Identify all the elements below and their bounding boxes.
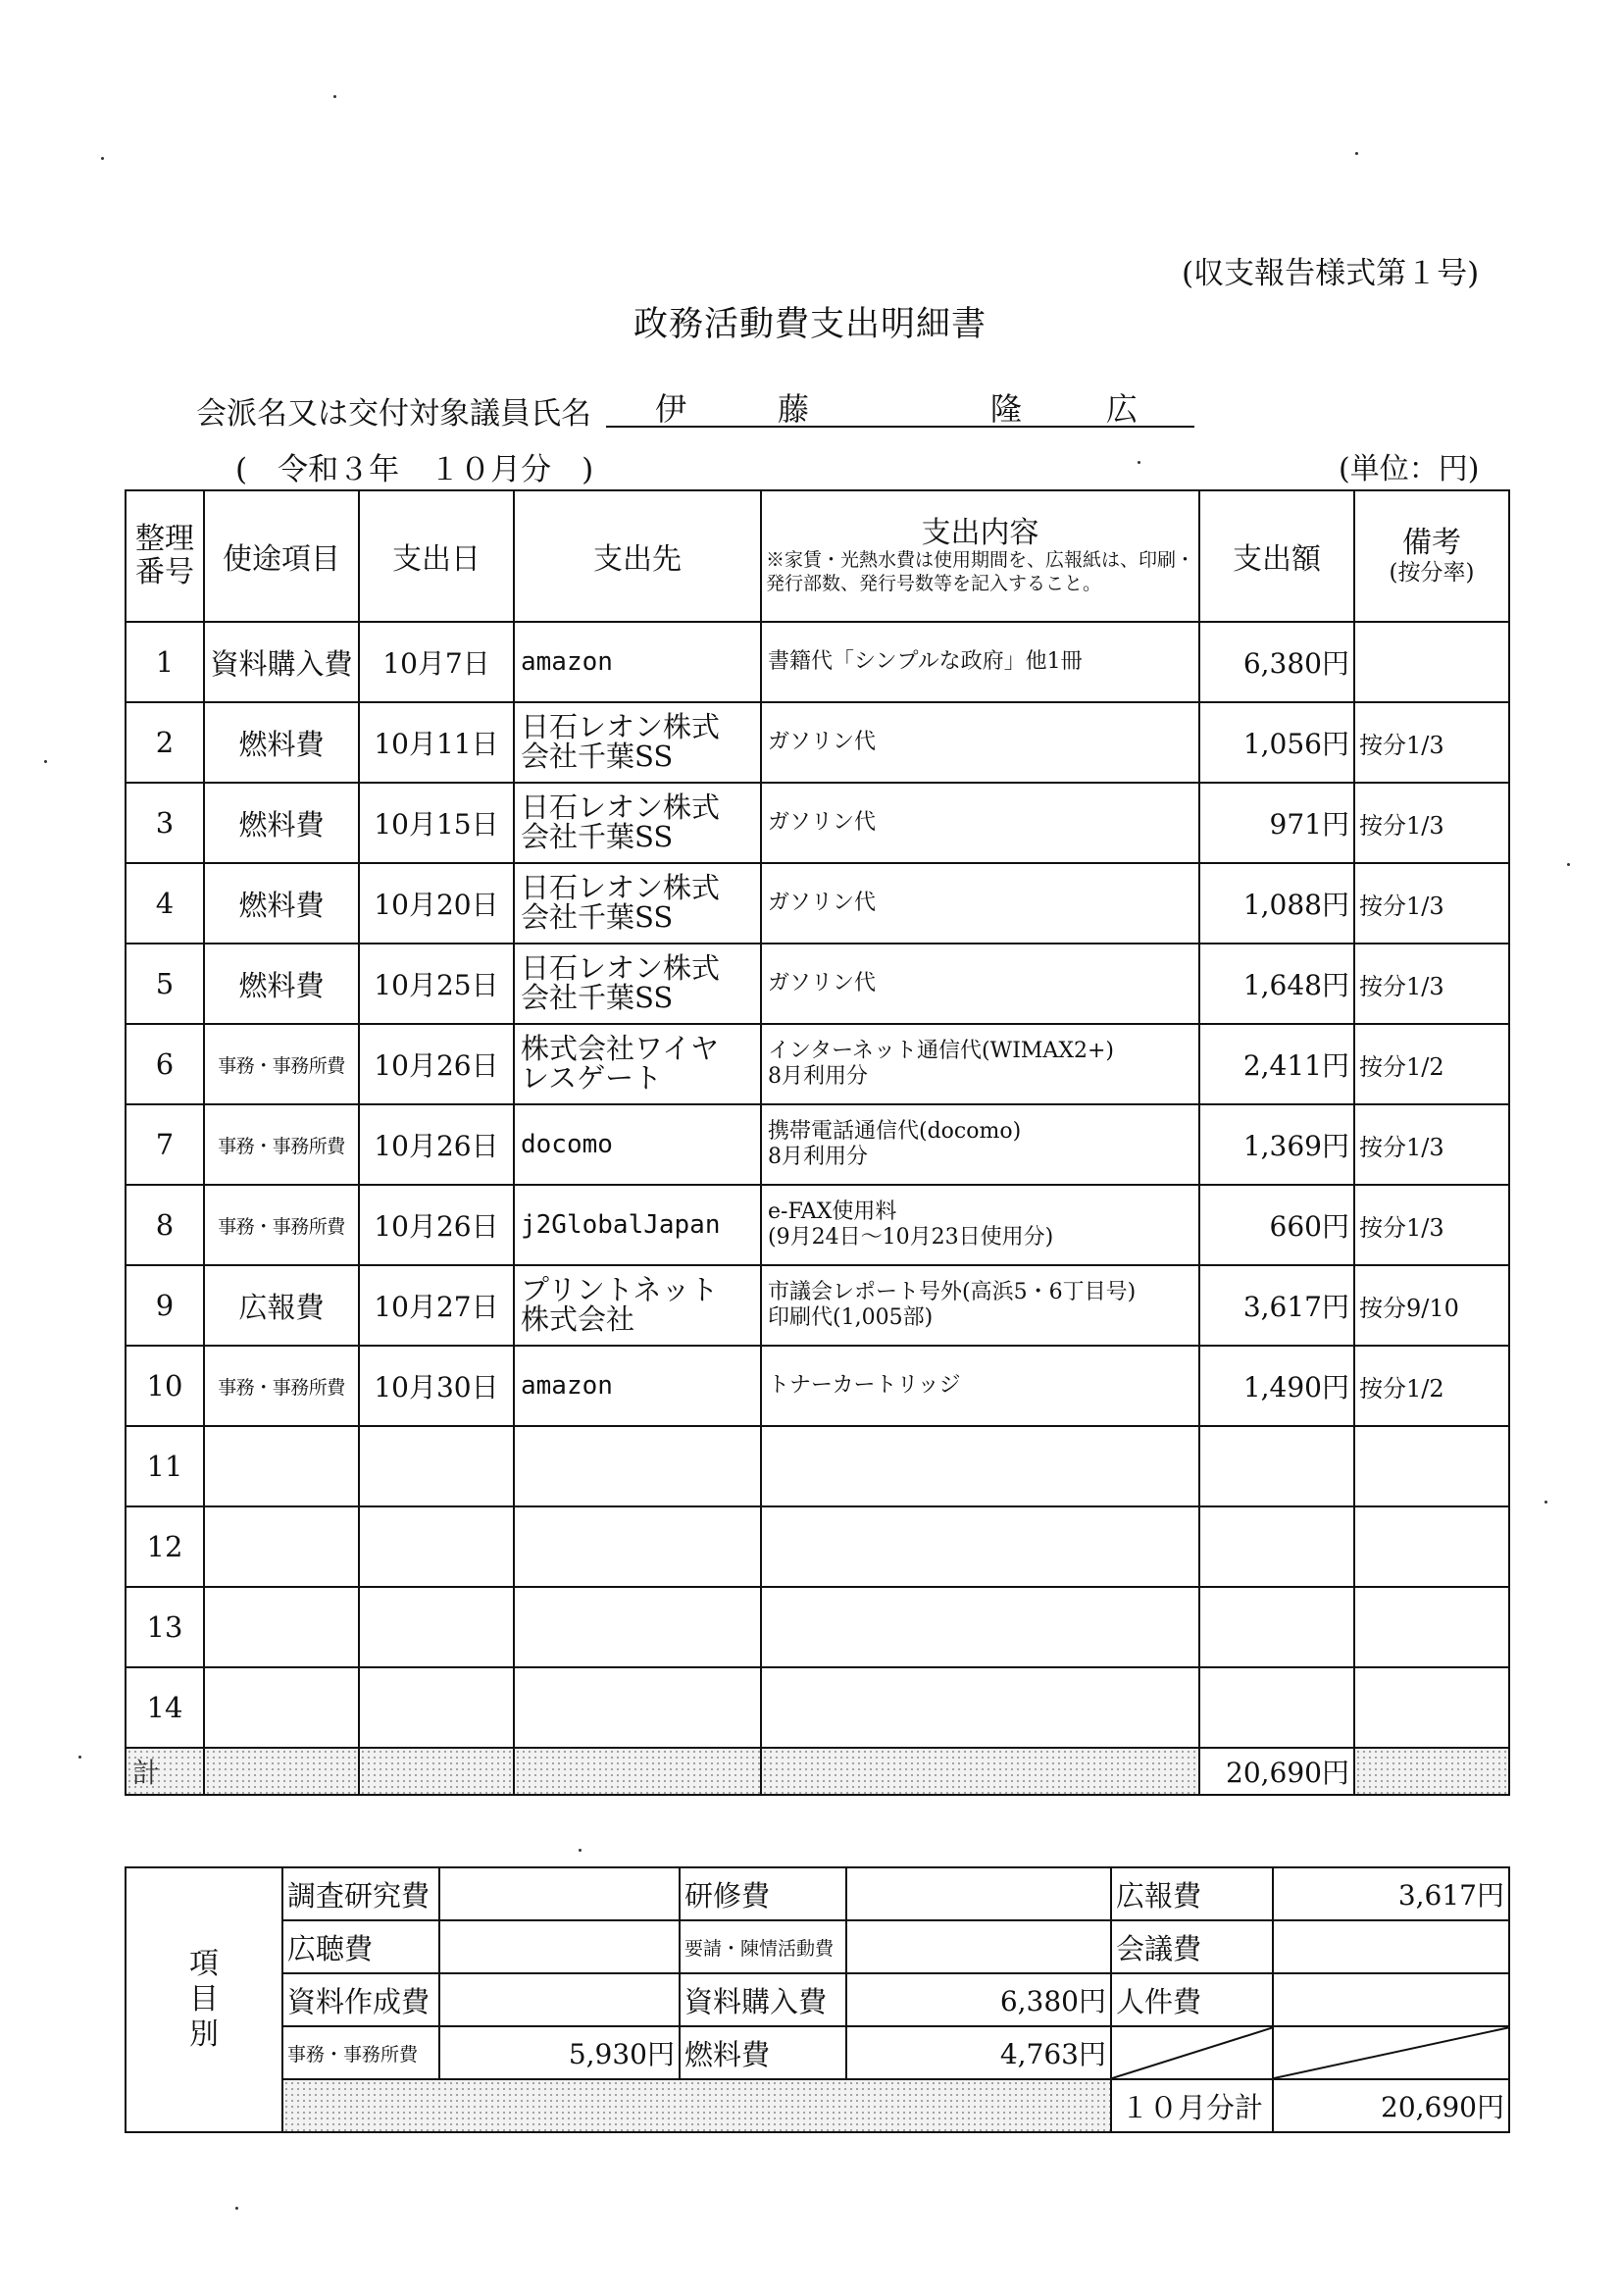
row-payee	[514, 1104, 761, 1185]
header-no	[126, 490, 204, 622]
row-purpose	[204, 1667, 359, 1748]
row-remarks: 按分1/3	[1354, 863, 1509, 944]
row-content-line: 8月利用分	[768, 1145, 868, 1169]
row-content	[761, 944, 1199, 1024]
summary-value	[1273, 1920, 1509, 1973]
row-number: 9	[126, 1265, 204, 1346]
row-payee-line: 会社千葉SS	[521, 900, 674, 934]
row-purpose: 燃料費	[204, 783, 359, 863]
row-number: 7	[126, 1104, 204, 1185]
summary-value	[439, 1973, 680, 2026]
row-number: 10	[126, 1346, 204, 1426]
summary-heading	[126, 1867, 282, 2132]
crossed-out-cell	[1111, 2026, 1273, 2079]
row-amount: 1,369円	[1199, 1104, 1354, 1185]
row-payee-line: プリントネット	[521, 1273, 719, 1307]
table-row	[126, 622, 1509, 702]
row-number: 3	[126, 783, 204, 863]
row-purpose: 燃料費	[204, 702, 359, 783]
row-purpose: 燃料費	[204, 863, 359, 944]
row-number: 14	[126, 1667, 204, 1748]
summary-row	[126, 2026, 1509, 2079]
row-content	[761, 1346, 1199, 1426]
row-payee	[514, 1346, 761, 1426]
summary-label: 調査研究費	[282, 1867, 439, 1920]
header-remarks-title: 備考	[1402, 525, 1461, 560]
total-label: 計	[126, 1748, 204, 1795]
table-row	[126, 1667, 1509, 1748]
table-row	[126, 944, 1509, 1024]
document-title: 政務活動費支出明細書	[633, 305, 987, 344]
diagonal-slash	[1274, 2027, 1509, 2078]
row-date	[359, 1426, 514, 1506]
scan-speck	[333, 95, 336, 98]
scan-speck	[1567, 863, 1570, 866]
scan-speck	[1355, 152, 1358, 155]
row-content	[761, 702, 1199, 783]
row-payee	[514, 622, 761, 702]
header-payee: 支出先	[514, 490, 761, 622]
row-number: 6	[126, 1024, 204, 1104]
member-name-char: 広	[1106, 390, 1139, 428]
row-date: 10月15日	[359, 783, 514, 863]
summary-value	[1273, 1973, 1509, 2026]
summary-row	[126, 1973, 1509, 2026]
summary-value	[846, 1867, 1111, 1920]
row-content-line: ガソリン代	[768, 729, 877, 754]
header-no-line: 整理	[135, 521, 194, 556]
row-remarks: 按分1/3	[1354, 1104, 1509, 1185]
row-content-line: 8月利用分	[768, 1064, 868, 1089]
row-content	[761, 1667, 1199, 1748]
summary-label: 会議費	[1111, 1920, 1273, 1973]
row-date: 10月26日	[359, 1104, 514, 1185]
row-remarks	[1354, 1506, 1509, 1587]
summary-value: 4,763円	[846, 2026, 1111, 2079]
row-number: 8	[126, 1185, 204, 1265]
row-amount	[1199, 1587, 1354, 1667]
diagonal-slash	[1112, 2027, 1273, 2078]
summary-label: 要請・陳情活動費	[680, 1920, 846, 1973]
member-label: 会派名又は交付対象議員氏名	[196, 396, 591, 432]
row-content-line: ガソリン代	[768, 809, 877, 835]
header-date: 支出日	[359, 490, 514, 622]
unit-label: (単位：円)	[1339, 452, 1480, 486]
row-content-line: 書籍代「シンプルな政府」他1冊	[768, 648, 1083, 674]
summary-value	[846, 1920, 1111, 1973]
row-number: 1	[126, 622, 204, 702]
row-number: 13	[126, 1587, 204, 1667]
summary-label: 広報費	[1111, 1867, 1273, 1920]
summary-row	[126, 1920, 1509, 1973]
row-content-line: ガソリン代	[768, 970, 877, 995]
total-row	[126, 1748, 1509, 1795]
row-content-line: (9月24日～10月23日使用分)	[768, 1225, 1054, 1250]
summary-label: 資料購入費	[680, 1973, 846, 2026]
header-remarks-sub: (按分率)	[1389, 560, 1475, 587]
summary-value	[439, 1920, 680, 1973]
row-purpose: 事務・事務所費	[204, 1346, 359, 1426]
row-payee	[514, 863, 761, 944]
stippled-cell	[761, 1748, 1199, 1795]
table-body	[126, 622, 1509, 1748]
scan-speck	[1138, 461, 1140, 464]
member-name-char: 隆	[990, 390, 1023, 428]
row-purpose	[204, 1426, 359, 1506]
row-content-line: e-FAX使用料	[768, 1199, 897, 1224]
row-date: 10月30日	[359, 1346, 514, 1426]
row-content	[761, 1185, 1199, 1265]
row-payee-line: 会社千葉SS	[521, 740, 674, 773]
row-remarks: 按分1/2	[1354, 1024, 1509, 1104]
summary-value: 5,930円	[439, 2026, 680, 2079]
row-amount: 3,617円	[1199, 1265, 1354, 1346]
scan-speck	[44, 760, 47, 763]
row-number: 5	[126, 944, 204, 1024]
row-date: 10月26日	[359, 1024, 514, 1104]
scan-speck	[235, 2207, 238, 2210]
summary-value	[439, 1867, 680, 1920]
header-amount: 支出額	[1199, 490, 1354, 622]
row-content-line: トナーカートリッジ	[768, 1372, 961, 1398]
row-payee-line: 株式会社ワイヤ	[521, 1032, 720, 1066]
row-content	[761, 863, 1199, 944]
row-remarks: 按分1/3	[1354, 1185, 1509, 1265]
row-date	[359, 1587, 514, 1667]
summary-label: 燃料費	[680, 2026, 846, 2079]
row-payee-line: j2GlobalJapan	[521, 1209, 721, 1240]
row-payee-line: レスゲート	[521, 1061, 663, 1095]
row-purpose: 事務・事務所費	[204, 1185, 359, 1265]
report-period: ( 令和３年 １０月分 )	[235, 452, 594, 487]
row-date	[359, 1667, 514, 1748]
row-number: 11	[126, 1426, 204, 1506]
row-amount	[1199, 1426, 1354, 1506]
summary-total-row	[126, 2079, 1509, 2132]
row-date: 10月27日	[359, 1265, 514, 1346]
scan-speck	[1544, 1501, 1547, 1504]
row-payee	[514, 1667, 761, 1748]
table-row	[126, 1104, 1509, 1185]
row-purpose	[204, 1587, 359, 1667]
row-payee	[514, 1024, 761, 1104]
row-amount: 1,490円	[1199, 1346, 1354, 1426]
row-payee	[514, 783, 761, 863]
row-amount: 2,411円	[1199, 1024, 1354, 1104]
row-payee	[514, 1185, 761, 1265]
table-row	[126, 1587, 1509, 1667]
category-summary-table	[125, 1866, 1510, 2133]
stippled-cell	[204, 1748, 359, 1795]
row-payee-line: 会社千葉SS	[521, 820, 674, 853]
stippled-cell	[1354, 1748, 1509, 1795]
row-content	[761, 1265, 1199, 1346]
stippled-cell	[282, 2079, 1111, 2132]
row-date: 10月25日	[359, 944, 514, 1024]
row-remarks	[1354, 1667, 1509, 1748]
row-payee	[514, 944, 761, 1024]
row-content-line: 携帯電話通信代(docomo)	[768, 1118, 1022, 1144]
row-amount: 660円	[1199, 1185, 1354, 1265]
row-amount	[1199, 1506, 1354, 1587]
row-payee-line: 株式会社	[521, 1302, 635, 1336]
row-purpose: 事務・事務所費	[204, 1024, 359, 1104]
header-remarks	[1354, 490, 1509, 622]
summary-heading-char: 目	[189, 1982, 219, 2016]
expense-detail-table	[125, 489, 1510, 1796]
table-row	[126, 702, 1509, 783]
summary-label: 人件費	[1111, 1973, 1273, 2026]
row-content	[761, 1024, 1199, 1104]
row-payee-line: amazon	[521, 1370, 613, 1401]
row-payee	[514, 1506, 761, 1587]
member-name-char: 藤	[778, 390, 810, 428]
row-date: 10月20日	[359, 863, 514, 944]
row-content-line: 市議会レポート号外(高浜5・6丁目号)	[768, 1279, 1137, 1304]
summary-heading-char: 項	[189, 1947, 219, 1981]
row-purpose: 事務・事務所費	[204, 1104, 359, 1185]
row-remarks: 按分1/3	[1354, 944, 1509, 1024]
row-payee	[514, 1587, 761, 1667]
row-payee-line: 会社千葉SS	[521, 981, 674, 1014]
row-content	[761, 1104, 1199, 1185]
summary-label: 資料作成費	[282, 1973, 439, 2026]
month-total-label: １０月分計	[1111, 2079, 1273, 2132]
row-content	[761, 1587, 1199, 1667]
row-purpose: 燃料費	[204, 944, 359, 1024]
summary-value: 3,617円	[1273, 1867, 1509, 1920]
row-content	[761, 1426, 1199, 1506]
summary-heading-char: 別	[189, 2017, 219, 2052]
summary-label: 事務・事務所費	[282, 2026, 439, 2079]
stippled-cell	[514, 1748, 761, 1795]
scan-speck	[101, 157, 104, 160]
summary-label: 研修費	[680, 1867, 846, 1920]
stippled-cell	[359, 1748, 514, 1795]
header-purpose: 使途項目	[204, 490, 359, 622]
table-row	[126, 783, 1509, 863]
row-number: 12	[126, 1506, 204, 1587]
row-remarks: 按分9/10	[1354, 1265, 1509, 1346]
row-payee	[514, 702, 761, 783]
row-date	[359, 1506, 514, 1587]
row-amount: 971円	[1199, 783, 1354, 863]
table-header-row	[126, 490, 1509, 622]
row-purpose	[204, 1506, 359, 1587]
scan-speck	[78, 1756, 81, 1759]
row-payee-line: amazon	[521, 646, 613, 677]
row-payee-line: 日石レオン株式	[521, 791, 721, 825]
row-purpose: 広報費	[204, 1265, 359, 1346]
row-payee	[514, 1426, 761, 1506]
table-row	[126, 1185, 1509, 1265]
member-name-field	[606, 384, 1194, 428]
row-date: 10月11日	[359, 702, 514, 783]
row-content	[761, 783, 1199, 863]
row-payee	[514, 1265, 761, 1346]
scan-speck	[579, 1849, 582, 1852]
row-remarks	[1354, 622, 1509, 702]
summary-label: 広聴費	[282, 1920, 439, 1973]
row-date: 10月26日	[359, 1185, 514, 1265]
row-content-line: 印刷代(1,005部)	[768, 1305, 934, 1330]
row-amount: 1,056円	[1199, 702, 1354, 783]
total-amount: 20,690円	[1199, 1748, 1354, 1795]
summary-value: 6,380円	[846, 1973, 1111, 2026]
form-number: (収支報告様式第１号)	[1182, 256, 1480, 291]
row-amount	[1199, 1667, 1354, 1748]
row-amount: 6,380円	[1199, 622, 1354, 702]
row-payee-line: 日石レオン株式	[521, 871, 721, 905]
row-remarks	[1354, 1587, 1509, 1667]
header-contents	[761, 490, 1199, 622]
row-remarks: 按分1/3	[1354, 702, 1509, 783]
member-name-char: 伊	[655, 390, 687, 428]
row-amount: 1,088円	[1199, 863, 1354, 944]
crossed-out-cell	[1273, 2026, 1509, 2079]
header-contents-title: 支出内容	[921, 515, 1039, 550]
row-amount: 1,648円	[1199, 944, 1354, 1024]
header-contents-note: ※家賃・光熱水費は使用期間を、広報紙は、印刷・発行部数、発行号数等を記入すること。	[766, 549, 1195, 594]
row-content	[761, 622, 1199, 702]
row-purpose: 資料購入費	[204, 622, 359, 702]
header-no-line: 番号	[135, 555, 194, 589]
table-row	[126, 1506, 1509, 1587]
row-content-line: ガソリン代	[768, 890, 877, 915]
row-content	[761, 1506, 1199, 1587]
table-row	[126, 1265, 1509, 1346]
row-date: 10月7日	[359, 622, 514, 702]
row-content-line: インターネット通信代(WIMAX2+)	[768, 1038, 1114, 1063]
row-number: 4	[126, 863, 204, 944]
row-remarks: 按分1/3	[1354, 783, 1509, 863]
row-payee-line: 日石レオン株式	[521, 710, 721, 744]
month-total-value: 20,690円	[1273, 2079, 1509, 2132]
row-number: 2	[126, 702, 204, 783]
row-remarks: 按分1/2	[1354, 1346, 1509, 1426]
table-row	[126, 863, 1509, 944]
row-payee-line: 日石レオン株式	[521, 951, 721, 986]
row-remarks	[1354, 1426, 1509, 1506]
table-row	[126, 1024, 1509, 1104]
table-row	[126, 1346, 1509, 1426]
row-payee-line: docomo	[521, 1129, 613, 1159]
summary-row	[126, 1867, 1509, 1920]
table-row	[126, 1426, 1509, 1506]
